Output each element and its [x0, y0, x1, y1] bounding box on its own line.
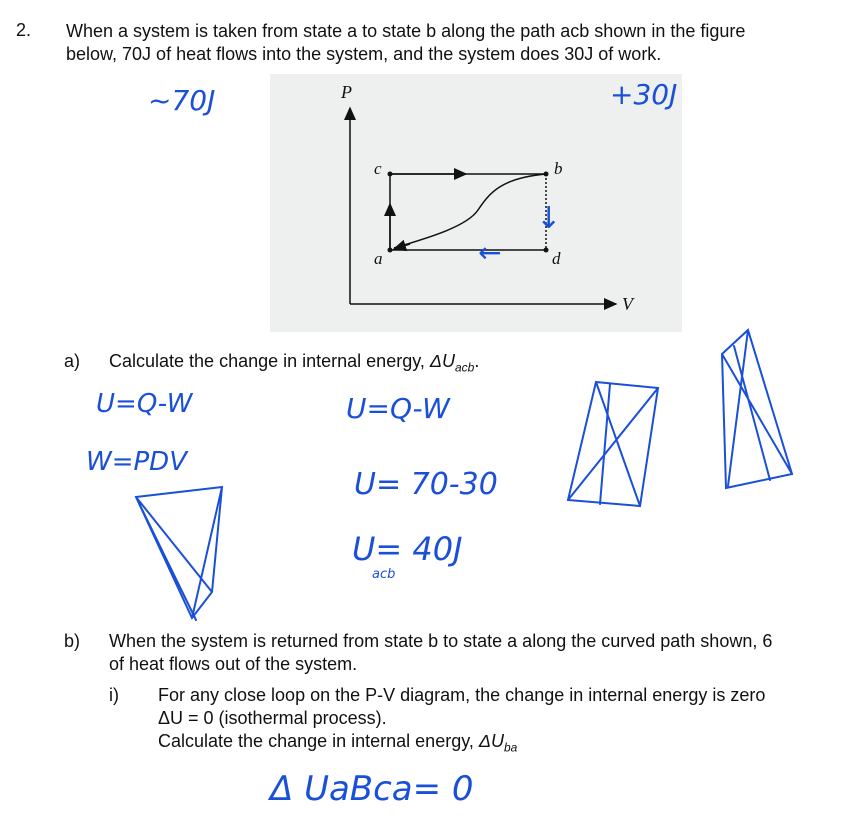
hw-note-left: ~70J: [148, 84, 216, 117]
part-b-label: b): [64, 631, 81, 651]
part-a-suffix: .: [474, 351, 480, 371]
axis-v-label: V: [622, 294, 633, 314]
part-b-line1: When the system is returned from state b to state a along the curved path shown, 6: [109, 631, 773, 651]
question-text-line2: below, 70J of heat flows into the system, and the system does 30J of work.: [66, 44, 662, 64]
hw-note-right: +30J: [610, 78, 678, 111]
part-b-sub-i-label: i): [109, 685, 119, 705]
part-b-sub-i-text: Calculate the change in internal energy,: [158, 731, 479, 751]
hw-eq1: U=Q-W: [96, 389, 193, 419]
hw-arrow-left: ←: [478, 236, 502, 269]
point-c-label: c: [374, 159, 382, 178]
point-b-label: b: [554, 159, 563, 178]
hw-eq3: U=Q-W: [346, 392, 450, 425]
part-a-label: a): [64, 351, 81, 371]
hw-final: Δ UaBca= 0: [270, 769, 474, 809]
part-a-subscript: acb: [454, 360, 475, 375]
doodle-right-shape: [722, 330, 792, 488]
doodle-center-shape: [568, 382, 658, 506]
question-text-line1: When a system is taken from state a to state b along the path acb shown in the figure: [66, 21, 746, 41]
part-b-line2: of heat flows out of the system.: [109, 654, 358, 674]
part-b-sub-i-line1: For any close loop on the P-V diagram, the change in internal energy is zero: [158, 685, 766, 705]
part-a-text: Calculate the change in internal energy,: [109, 351, 430, 371]
part-a-symbol: ΔU: [429, 351, 455, 371]
question-number: 2.: [16, 20, 32, 40]
hw-eq5: U= 40J: [352, 530, 463, 568]
doodle-left-shape: [136, 487, 222, 620]
point-a-label: a: [374, 249, 383, 268]
axis-p-label: P: [341, 82, 352, 102]
hw-eq2: W=PDV: [86, 447, 187, 477]
part-b-sub-i-symbol: ΔU: [478, 731, 504, 751]
part-b-sub-i-line2: ΔU = 0 (isothermal process).: [158, 708, 387, 728]
part-b-sub-i-subscript: ba: [503, 740, 518, 755]
point-d-label: d: [552, 249, 561, 268]
hw-eq4: U= 70-30: [354, 467, 498, 502]
hw-eq5-sub: acb: [372, 567, 396, 582]
hw-arrow-down: ↓: [536, 201, 562, 236]
